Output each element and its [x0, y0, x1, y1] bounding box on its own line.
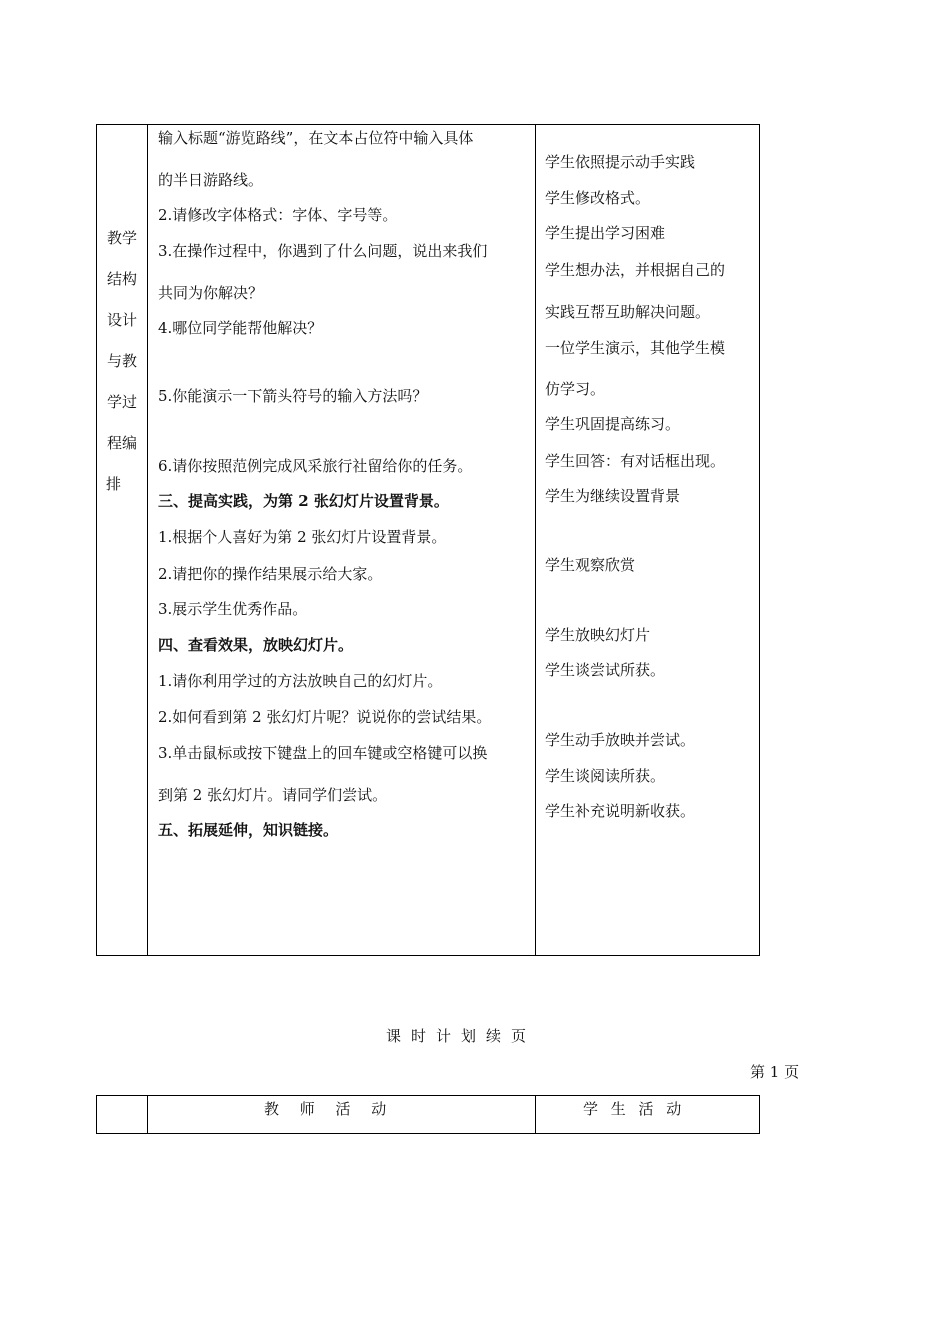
teacher-line: 5.你能演示一下箭头符号的输入方法吗？	[158, 387, 428, 405]
side-label-line: 设计	[106, 311, 137, 329]
student-line: 学生巩固提高练习。	[545, 415, 681, 433]
student-line: 学生谈阅读所获。	[545, 767, 666, 785]
student-line: 学生观察欣赏	[545, 556, 636, 574]
side-label-line: 与教	[106, 352, 137, 370]
table1-right-border	[759, 124, 760, 956]
student-line: 学生动手放映并尝试。	[545, 731, 696, 749]
section-heading: 三、提高实践，为第 2 张幻灯片设置背景。	[158, 492, 449, 510]
table2-divider-2	[535, 1095, 536, 1134]
teacher-line: 6.请你按照范例完成风采旅行社留给你的任务。	[158, 457, 473, 475]
side-label-line: 结构	[106, 270, 137, 288]
student-line: 学生想办法，并根据自己的	[545, 261, 726, 279]
student-line: 学生依照提示动手实践	[545, 153, 696, 171]
student-line: 学生为继续设置背景	[545, 487, 681, 505]
student-line: 学生提出学习困难	[545, 224, 666, 242]
table1-bottom-border	[96, 955, 760, 956]
table2-bottom-border	[96, 1133, 760, 1134]
side-label-line: 程编	[106, 434, 137, 452]
teacher-line: 共同为你解决？	[158, 284, 264, 302]
table2-divider-1	[147, 1095, 148, 1134]
teacher-line: 1.根据个人喜好为第 2 张幻灯片设置背景。	[158, 528, 447, 546]
teacher-line: 3.单击鼠标或按下键盘上的回车键或空格键可以换	[158, 744, 488, 762]
student-line: 一位学生演示，其他学生模	[545, 339, 726, 357]
teacher-line: 3.展示学生优秀作品。	[158, 600, 308, 618]
teacher-line: 2.请把你的操作结果展示给大家。	[158, 565, 383, 583]
student-activity-header: 学 生 活 动	[583, 1100, 686, 1118]
side-label-line: 教学	[106, 229, 137, 247]
table2-top-border	[96, 1095, 760, 1096]
teacher-line: 3.在操作过程中，你遇到了什么问题，说出来我们	[158, 242, 488, 260]
table1-left-border	[96, 124, 97, 956]
section-heading: 四、查看效果，放映幻灯片。	[158, 636, 354, 654]
teacher-line: 输入标题“游览路线”，在文本占位符中输入具体	[158, 129, 474, 147]
teacher-line: 1.请你利用学过的方法放映自己的幻灯片。	[158, 672, 443, 690]
teacher-line: 2.请修改字体格式：字体、字号等。	[158, 206, 398, 224]
teacher-line: 2.如何看到第 2 张幻灯片呢？说说你的尝试结果。	[158, 708, 492, 726]
page-number: 第 1 页	[750, 1063, 800, 1081]
table1-divider-1	[147, 124, 148, 956]
table1-divider-2	[535, 124, 536, 956]
student-line: 仿学习。	[545, 380, 606, 398]
student-line: 学生回答：有对话框出现。	[545, 452, 726, 470]
section-heading: 五、拓展延伸，知识链接。	[158, 821, 339, 839]
continuation-title: 课时计划续页	[386, 1027, 537, 1045]
student-line: 学生放映幻灯片	[545, 626, 651, 644]
student-line: 学生修改格式。	[545, 189, 651, 207]
teacher-line: 到第 2 张幻灯片。请同学们尝试。	[158, 786, 388, 804]
student-line: 学生谈尝试所获。	[545, 661, 666, 679]
student-line: 学生补充说明新收获。	[545, 802, 696, 820]
teacher-line: 的半日游路线。	[158, 171, 264, 189]
teacher-line: 4.哪位同学能帮他解决？	[158, 319, 323, 337]
table2-right-border	[759, 1095, 760, 1134]
table1-top-border	[96, 124, 760, 125]
side-label-line: 学过	[106, 393, 137, 411]
side-label-line: 排	[106, 475, 122, 493]
student-line: 实践互帮互助解决问题。	[545, 303, 711, 321]
table2-left-border	[96, 1095, 97, 1134]
teacher-activity-header: 教 师 活 动	[264, 1100, 395, 1118]
